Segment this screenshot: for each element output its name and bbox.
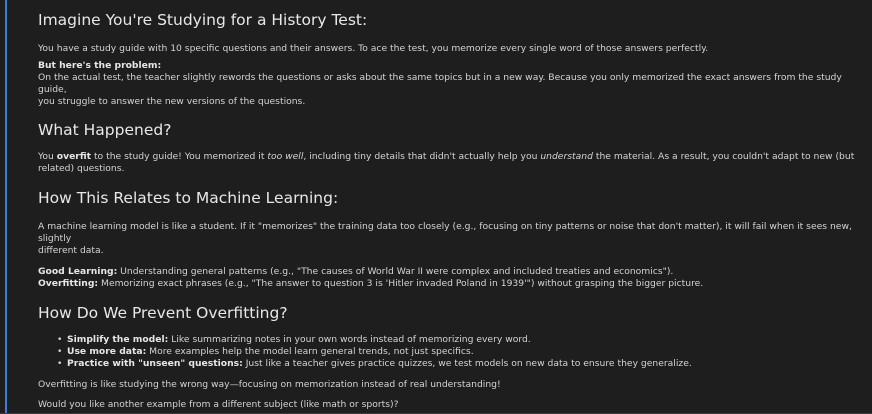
section-heading: Imagine You're Studying for a History Test: [38, 11, 368, 29]
paragraph: You have a study guide with 10 specific questions and their answers. To ace the test, you memorize every single word of those answers perfectly. [38, 43, 709, 54]
followup-question: Would you like another example from a different subject (like math or sports)? [38, 399, 399, 410]
paragraph: you struggle to answer the new versions of the questions. [38, 96, 306, 107]
text-span: Like summarizing notes in your own words instead of memorizing every word. [168, 334, 531, 345]
text-span: More examples help the model learn general trends, not just specifics. [146, 346, 474, 357]
italic-term: too well [267, 151, 304, 162]
text-span: the material. As a result, you couldn't adapt to new (but [592, 151, 855, 162]
section-heading: What Happened? [38, 121, 172, 139]
overfitting-line [38, 278, 864, 290]
section-heading: How This Relates to Machine Learning: [38, 189, 339, 207]
list-item [57, 346, 864, 358]
bold-label: But here's the problem: [38, 60, 162, 71]
text-span: Memorizing exact phrases (e.g., "The answer to question 3 is 'Hitler invaded Poland in 1939'") without grasping the bigger picture. [98, 278, 704, 289]
paragraph: related) questions. [38, 163, 125, 174]
problem-label [38, 60, 864, 72]
list-item [57, 334, 864, 346]
bullet-icon: • [57, 358, 63, 369]
paragraph: A machine learning model is like a student. If it "memorizes" the training data too closely (e.g., focusing on tiny patterns or noise that don't matter), it will fail when it sees new, slightly [38, 221, 852, 244]
summary-paragraph: Overfitting is like studying the wrong way—focusing on memorization instead of real understanding! [38, 379, 501, 390]
text-span: to the study guide! You memorized it [91, 151, 268, 162]
text-span: , including tiny details that didn't actually help you [303, 151, 541, 162]
message-accent-bar [5, 0, 7, 414]
good-learning-line [38, 266, 864, 278]
section-heading: How Do We Prevent Overfitting? [38, 304, 288, 322]
italic-term: understand [540, 151, 593, 162]
assistant-message-body [38, 10, 864, 411]
bold-label: Practice with "unseen" questions: [67, 358, 243, 369]
bold-term: overfit [56, 151, 92, 162]
bold-label: Good Learning: [38, 266, 118, 277]
text-span: Just like a teacher gives practice quizzes, we test models on new data to ensure they generalize. [242, 358, 692, 369]
bold-label: Overfitting: [38, 278, 99, 289]
bullet-list [38, 334, 864, 370]
paragraph [38, 151, 864, 163]
paragraph: On the actual test, the teacher slightly rewords the questions or asks about the same topics but in a new way. Because you only memorized the exact answers from the study guide, [38, 72, 842, 95]
paragraph: different data. [38, 245, 104, 256]
bold-label: Use more data: [67, 346, 147, 357]
bullet-icon: • [57, 334, 63, 345]
list-item [57, 358, 864, 370]
bullet-icon: • [57, 346, 63, 357]
bold-label: Simplify the model: [67, 334, 169, 345]
text-span: You [38, 151, 57, 162]
text-span: Understanding general patterns (e.g., "The causes of World War II were complex and included treaties and economics"). [117, 266, 674, 277]
